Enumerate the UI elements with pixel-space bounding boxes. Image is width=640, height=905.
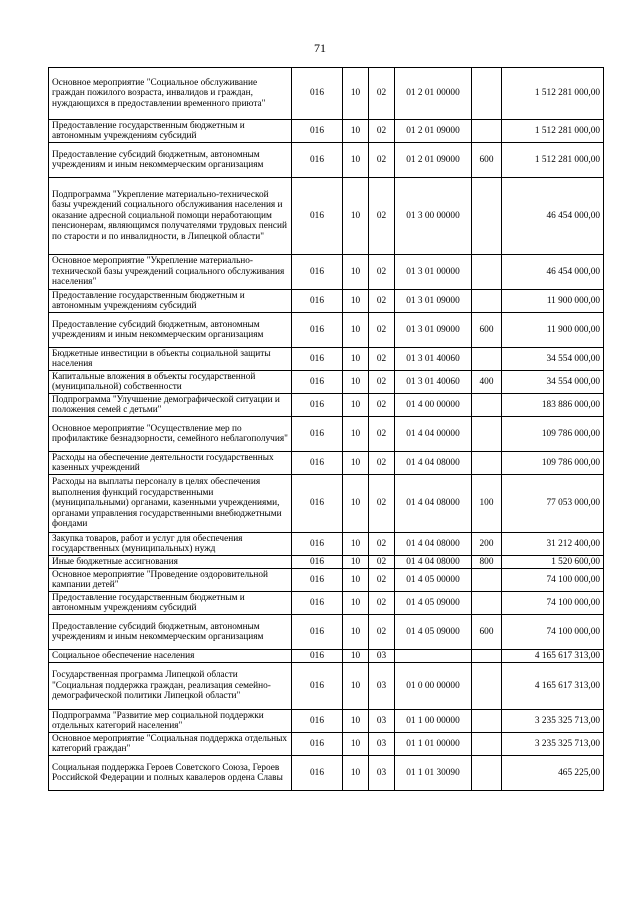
cell-target: 01 0 00 00000 [395, 663, 472, 710]
cell-name: Предоставление субсидий бюджетным, автономным учреждениям и иным некоммерческим организациям [49, 143, 292, 178]
cell-target: 01 4 05 09000 [395, 615, 472, 650]
cell-name: Основное мероприятие "Осуществление мер по профилактике безнадзорности, семейного неблагополучия" [49, 417, 292, 452]
table-row [49, 290, 604, 313]
cell-section: 10 [343, 143, 369, 178]
cell-name: Предоставление субсидий бюджетным, автономным учреждениям и иным некоммерческим организациям [49, 313, 292, 348]
table-row [49, 650, 604, 663]
cell-target: 01 4 04 08000 [395, 533, 472, 556]
cell-name: Основное мероприятие "Социальное обслуживание граждан пожилого возраста, инвалидов и граждан, нуждающихся в предоставлении временного приюта" [49, 68, 292, 120]
cell-expense-type [472, 120, 502, 143]
cell-section: 10 [343, 290, 369, 313]
cell-section: 10 [343, 556, 369, 569]
cell-section: 10 [343, 615, 369, 650]
cell-expense-type: 800 [472, 556, 502, 569]
cell-ministry: 016 [292, 756, 343, 791]
cell-section: 10 [343, 120, 369, 143]
cell-name: Социальная поддержка Героев Советского Союза, Героев Российской Федерации и полных кавалеров ордена Славы [49, 756, 292, 791]
cell-target: 01 1 01 00000 [395, 733, 472, 756]
cell-target: 01 3 01 00000 [395, 255, 472, 290]
cell-target: 01 3 01 09000 [395, 313, 472, 348]
table-row [49, 615, 604, 650]
cell-expense-type: 600 [472, 313, 502, 348]
cell-section: 10 [343, 710, 369, 733]
cell-ministry: 016 [292, 143, 343, 178]
cell-amount: 77 053 000,00 [502, 475, 604, 533]
cell-section: 10 [343, 394, 369, 417]
cell-subsection: 02 [369, 313, 395, 348]
cell-amount: 4 165 617 313,00 [502, 663, 604, 710]
cell-expense-type [472, 178, 502, 255]
page-number: 71 [314, 41, 326, 55]
cell-expense-type [472, 417, 502, 452]
cell-ministry: 016 [292, 313, 343, 348]
cell-section: 10 [343, 255, 369, 290]
cell-amount: 74 100 000,00 [502, 569, 604, 592]
cell-name: Иные бюджетные ассигнования [49, 556, 292, 569]
table-row [49, 556, 604, 569]
cell-ministry: 016 [292, 533, 343, 556]
cell-target: 01 2 01 09000 [395, 143, 472, 178]
cell-amount: 11 900 000,00 [502, 290, 604, 313]
cell-name: Социальное обеспечение населения [49, 650, 292, 663]
cell-subsection: 02 [369, 417, 395, 452]
cell-name: Основное мероприятие "Укрепление материально-технической базы учреждений социального обслуживания населения" [49, 255, 292, 290]
cell-expense-type [472, 663, 502, 710]
cell-target: 01 3 01 40060 [395, 348, 472, 371]
cell-section: 10 [343, 733, 369, 756]
cell-section: 10 [343, 348, 369, 371]
cell-section: 10 [343, 178, 369, 255]
cell-subsection: 02 [369, 371, 395, 394]
table-row [49, 663, 604, 710]
cell-expense-type [472, 710, 502, 733]
cell-subsection: 03 [369, 663, 395, 710]
cell-section: 10 [343, 371, 369, 394]
cell-expense-type: 400 [472, 371, 502, 394]
table-row [49, 120, 604, 143]
cell-expense-type [472, 733, 502, 756]
cell-name: Предоставление государственным бюджетным и автономным учреждениям субсидий [49, 592, 292, 615]
cell-target: 01 3 00 00000 [395, 178, 472, 255]
cell-amount: 31 212 400,00 [502, 533, 604, 556]
cell-expense-type [472, 650, 502, 663]
table-row [49, 143, 604, 178]
table-row [49, 569, 604, 592]
cell-subsection: 02 [369, 592, 395, 615]
cell-expense-type [472, 452, 502, 475]
cell-subsection: 02 [369, 452, 395, 475]
cell-expense-type: 600 [472, 143, 502, 178]
table-row [49, 452, 604, 475]
cell-expense-type [472, 255, 502, 290]
cell-amount: 11 900 000,00 [502, 313, 604, 348]
cell-subsection: 02 [369, 569, 395, 592]
cell-ministry: 016 [292, 733, 343, 756]
cell-ministry: 016 [292, 394, 343, 417]
table-row [49, 533, 604, 556]
table-row [49, 592, 604, 615]
cell-amount: 34 554 000,00 [502, 371, 604, 394]
table-row [49, 255, 604, 290]
cell-section: 10 [343, 592, 369, 615]
cell-target: 01 4 05 00000 [395, 569, 472, 592]
cell-expense-type [472, 68, 502, 120]
cell-expense-type [472, 290, 502, 313]
cell-ministry: 016 [292, 348, 343, 371]
cell-name: Основное мероприятие "Социальная поддержка отдельных категорий граждан" [49, 733, 292, 756]
cell-ministry: 016 [292, 417, 343, 452]
cell-subsection: 02 [369, 120, 395, 143]
cell-target: 01 4 05 09000 [395, 592, 472, 615]
cell-target: 01 2 01 00000 [395, 68, 472, 120]
cell-ministry: 016 [292, 120, 343, 143]
cell-expense-type [472, 569, 502, 592]
cell-ministry: 016 [292, 290, 343, 313]
cell-subsection: 02 [369, 178, 395, 255]
table-row [49, 733, 604, 756]
cell-target: 01 1 01 30090 [395, 756, 472, 791]
cell-target: 01 4 04 00000 [395, 417, 472, 452]
cell-subsection: 03 [369, 710, 395, 733]
cell-name: Расходы на выплаты персоналу в целях обеспечения выполнения функций государственными (муниципальными) органами, казенными учреждениями, органами управления государственными внебюджетными фондами [49, 475, 292, 533]
cell-name: Бюджетные инвестиции в объекты социальной защиты населения [49, 348, 292, 371]
cell-subsection: 03 [369, 756, 395, 791]
cell-expense-type [472, 592, 502, 615]
cell-amount: 34 554 000,00 [502, 348, 604, 371]
cell-target: 01 2 01 09000 [395, 120, 472, 143]
cell-subsection: 02 [369, 475, 395, 533]
cell-ministry: 016 [292, 68, 343, 120]
cell-subsection: 02 [369, 68, 395, 120]
cell-expense-type [472, 348, 502, 371]
cell-target: 01 4 04 08000 [395, 475, 472, 533]
table-row [49, 756, 604, 791]
budget-table [48, 67, 604, 791]
cell-section: 10 [343, 417, 369, 452]
cell-expense-type: 200 [472, 533, 502, 556]
cell-target: 01 4 04 08000 [395, 556, 472, 569]
cell-amount: 465 225,00 [502, 756, 604, 791]
table-row [49, 710, 604, 733]
table-row [49, 68, 604, 120]
cell-subsection: 02 [369, 255, 395, 290]
cell-target: 01 3 01 09000 [395, 290, 472, 313]
cell-subsection: 02 [369, 615, 395, 650]
cell-ministry: 016 [292, 255, 343, 290]
cell-amount: 4 165 617 313,00 [502, 650, 604, 663]
cell-section: 10 [343, 313, 369, 348]
cell-expense-type: 100 [472, 475, 502, 533]
cell-subsection: 02 [369, 290, 395, 313]
cell-expense-type [472, 756, 502, 791]
table-row [49, 313, 604, 348]
cell-amount: 46 454 000,00 [502, 178, 604, 255]
table-row [49, 348, 604, 371]
cell-ministry: 016 [292, 615, 343, 650]
cell-ministry: 016 [292, 650, 343, 663]
cell-expense-type [472, 394, 502, 417]
cell-ministry: 016 [292, 710, 343, 733]
cell-name: Предоставление субсидий бюджетным, автономным учреждениям и иным некоммерческим организациям [49, 615, 292, 650]
cell-name: Подпрограмма "Развитие мер социальной поддержки отдельных категорий населения" [49, 710, 292, 733]
table-row [49, 417, 604, 452]
cell-target: 01 3 01 40060 [395, 371, 472, 394]
cell-name: Предоставление государственным бюджетным и автономным учреждениям субсидий [49, 290, 292, 313]
cell-section: 10 [343, 68, 369, 120]
cell-section: 10 [343, 533, 369, 556]
cell-name: Основное мероприятие "Проведение оздоровительной кампании детей" [49, 569, 292, 592]
cell-name: Подпрограмма "Укрепление материально-технической базы учреждений социального обслуживания населения и оказание адресной социальной помощи неработающим пенсионерам, являющимся получателями трудовых пенсий по старости и по инвалидности, в Липецкой области" [49, 178, 292, 255]
cell-amount: 1 512 281 000,00 [502, 120, 604, 143]
cell-ministry: 016 [292, 556, 343, 569]
cell-amount: 3 235 325 713,00 [502, 710, 604, 733]
table-row [49, 178, 604, 255]
cell-ministry: 016 [292, 663, 343, 710]
cell-section: 10 [343, 650, 369, 663]
cell-section: 10 [343, 475, 369, 533]
cell-section: 10 [343, 756, 369, 791]
cell-subsection: 02 [369, 143, 395, 178]
cell-amount: 1 512 281 000,00 [502, 143, 604, 178]
cell-amount: 46 454 000,00 [502, 255, 604, 290]
cell-name: Закупка товаров, работ и услуг для обеспечения государственных (муниципальных) нужд [49, 533, 292, 556]
cell-subsection: 02 [369, 394, 395, 417]
cell-ministry: 016 [292, 569, 343, 592]
cell-amount: 109 786 000,00 [502, 417, 604, 452]
cell-section: 10 [343, 569, 369, 592]
cell-amount: 1 512 281 000,00 [502, 68, 604, 120]
cell-name: Расходы на обеспечение деятельности государственных казенных учреждений [49, 452, 292, 475]
cell-name: Капитальные вложения в объекты государственной (муниципальной) собственности [49, 371, 292, 394]
cell-ministry: 016 [292, 475, 343, 533]
cell-subsection: 02 [369, 348, 395, 371]
table-row [49, 371, 604, 394]
cell-subsection: 03 [369, 650, 395, 663]
table-row [49, 475, 604, 533]
cell-target: 01 1 00 00000 [395, 710, 472, 733]
cell-section: 10 [343, 663, 369, 710]
cell-amount: 74 100 000,00 [502, 615, 604, 650]
cell-ministry: 016 [292, 592, 343, 615]
cell-name: Предоставление государственным бюджетным и автономным учреждениям субсидий [49, 120, 292, 143]
cell-ministry: 016 [292, 178, 343, 255]
cell-name: Подпрограмма "Улучшение демографической ситуации и положения семей с детьми" [49, 394, 292, 417]
cell-target: 01 4 00 00000 [395, 394, 472, 417]
cell-section: 10 [343, 452, 369, 475]
cell-amount: 1 520 600,00 [502, 556, 604, 569]
cell-subsection: 03 [369, 733, 395, 756]
cell-subsection: 02 [369, 533, 395, 556]
cell-ministry: 016 [292, 371, 343, 394]
table-row [49, 394, 604, 417]
cell-amount: 74 100 000,00 [502, 592, 604, 615]
cell-subsection: 02 [369, 556, 395, 569]
cell-amount: 3 235 325 713,00 [502, 733, 604, 756]
cell-target: 01 4 04 08000 [395, 452, 472, 475]
cell-target [395, 650, 472, 663]
cell-amount: 109 786 000,00 [502, 452, 604, 475]
cell-amount: 183 886 000,00 [502, 394, 604, 417]
cell-name: Государственная программа Липецкой области "Социальная поддержка граждан, реализация семейно-демографической политики Липецкой области" [49, 663, 292, 710]
cell-ministry: 016 [292, 452, 343, 475]
cell-expense-type: 600 [472, 615, 502, 650]
